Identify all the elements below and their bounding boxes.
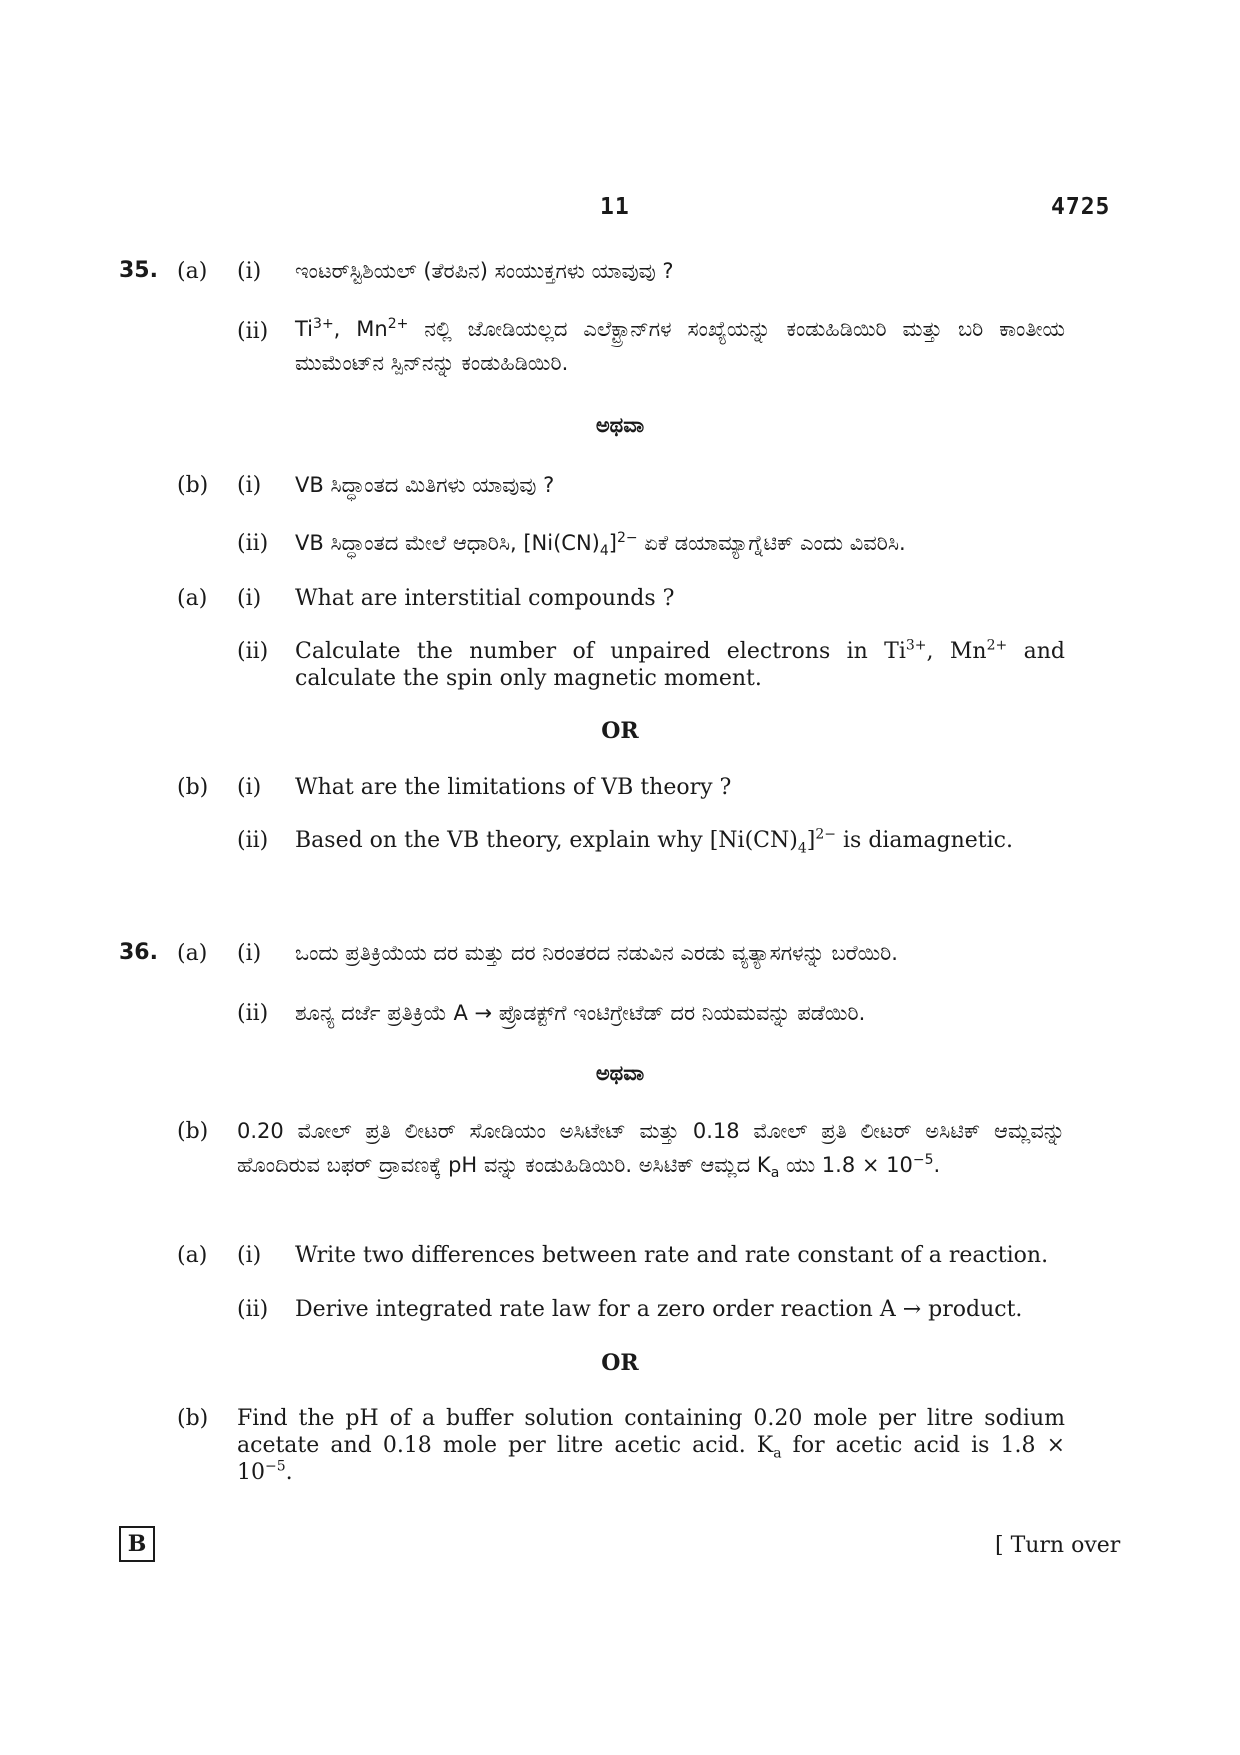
part-label: (b) — [177, 473, 209, 498]
page-number: 11 — [600, 194, 630, 220]
subpart-label: (ii) — [237, 1297, 269, 1322]
question-number: 35. — [119, 258, 158, 283]
subpart-label: (ii) — [237, 319, 269, 344]
english-text: Find the pH of a buffer solution containing 0.20 mole per litre sodium acetate and 0.18 mole per litre acetic acid. $K_a$ for acetic acid is $1.8 \times 10^{-5}$. — [237, 1406, 1065, 1485]
subpart-label: (i) — [237, 1243, 262, 1268]
or-divider-kannada: ಅಥವಾ — [595, 1061, 645, 1085]
subpart-label: (ii) — [237, 1001, 269, 1026]
or-divider: OR — [601, 718, 639, 744]
part-label: (a) — [177, 1243, 208, 1268]
or-divider: OR — [601, 1350, 639, 1376]
subpart-label: (ii) — [237, 639, 269, 664]
kannada-text: ಇಂಟರ್‌ಸ್ಟಿಶಿಯಲ್ (ತೆರಪಿನ) ಸಂಯುಕ್ತಗಳು ಯಾವುವು ? — [295, 259, 674, 283]
turn-over-label: [ Turn over — [995, 1533, 1121, 1558]
subpart-label: (i) — [237, 775, 262, 800]
english-text: What are interstitial compounds ? — [295, 586, 675, 611]
kannada-text: VB ಸಿದ್ಧಾಂತದ ಮಿತಿಗಳು ಯಾವುವು ? — [295, 473, 555, 497]
english-text: Based on the VB theory, explain why $[Ni(CN)_4]^{2-}$ is diamagnetic. — [295, 826, 1013, 857]
paper-code: 4725 — [1051, 194, 1111, 220]
kannada-text: 0.20 ಮೋಲ್ ಪ್ರತಿ ಲೀಟರ್ ಸೋಡಿಯಂ ಅಸಿಟೇಟ್ ಮತ್ತು 0.18 ಮೋಲ್ ಪ್ರತಿ ಲೀಟರ್ ಅಸಿಟಿಕ್ ಆಮ್ಲವನ್ನು ಹೊಂದಿರುವ ಬಫರ್ ದ್ರಾವಣಕ್ಕೆ pH ವನ್ನು ಕಂಡುಹಿಡಿಯಿರಿ. ಅಸಿಟಿಕ್ ಆಮ್ಲದ $K_a$ ಯು $1.8 \times 10^{-5}$. — [237, 1119, 1065, 1182]
subpart-label: (ii) — [237, 828, 269, 853]
subpart-label: (ii) — [237, 531, 269, 556]
or-divider-kannada: ಅಥವಾ — [595, 413, 645, 437]
english-text: Write two differences between rate and rate constant of a reaction. — [295, 1243, 1049, 1268]
part-label: (b) — [177, 1119, 209, 1144]
part-label: (a) — [177, 941, 208, 966]
subpart-label: (i) — [237, 259, 262, 284]
english-text: What are the limitations of VB theory ? — [295, 775, 732, 800]
english-text: Derive integrated rate law for a zero order reaction A → product. — [295, 1297, 1023, 1322]
kannada-text: VB ಸಿದ್ಧಾಂತದ ಮೇಲೆ ಆಧಾರಿಸಿ, $[Ni(CN)_4]^{2-}$ ಏಕೆ ಡಯಾಮ್ಯಾಗ್ನೆಟಿಕ್ ಎಂದು ವಿವರಿಸಿ. — [295, 530, 906, 560]
kannada-text: ಶೂನ್ಯ ದರ್ಜೆ ಪ್ರತಿಕ್ರಿಯೆ A → ಪ್ರೊಡಕ್ಟ್‌ಗೆ ಇಂಟಿಗ್ರೇಟೆಡ್ ದರ ನಿಯಮವನ್ನು ಪಡೆಯಿರಿ. — [295, 1001, 866, 1025]
subpart-label: (i) — [237, 941, 262, 966]
part-label: (b) — [177, 775, 209, 800]
part-label: (a) — [177, 259, 208, 284]
kannada-text: ಒಂದು ಪ್ರತಿಕ್ರಿಯೆಯ ದರ ಮತ್ತು ದರ ನಿರಂತರದ ನಡುವಿನ ಎರಡು ವ್ಯತ್ಯಾಸಗಳನ್ನು ಬರೆಯಿರಿ. — [295, 941, 898, 965]
kannada-text: $Ti^{3+}$, $Mn^{2+}$ ನಲ್ಲಿ ಜೋಡಿಯಲ್ಲದ ಎಲೆಕ್ಟ್ರಾನ್‌ಗಳ ಸಂಖ್ಯೆಯನ್ನು ಕಂಡುಹಿಡಿಯಿರಿ ಮತ್ತು ಬರಿ ಕಾಂತೀಯ ಮುಮೆಂಟ್‌ನ ಸ್ಪಿನ್‌ನನ್ನು ಕಂಡುಹಿಡಿಯಿರಿ. — [295, 316, 1066, 375]
subpart-label: (i) — [237, 586, 262, 611]
english-text: Calculate the number of unpaired electrons in $Ti^{3+}$, $Mn^{2+}$ and calculate the spin only magnetic moment. — [295, 637, 1065, 691]
booklet-code-box: B — [119, 1526, 155, 1562]
part-label: (b) — [177, 1406, 209, 1431]
question-number: 36. — [119, 940, 158, 965]
subpart-label: (i) — [237, 473, 262, 498]
part-label: (a) — [177, 586, 208, 611]
